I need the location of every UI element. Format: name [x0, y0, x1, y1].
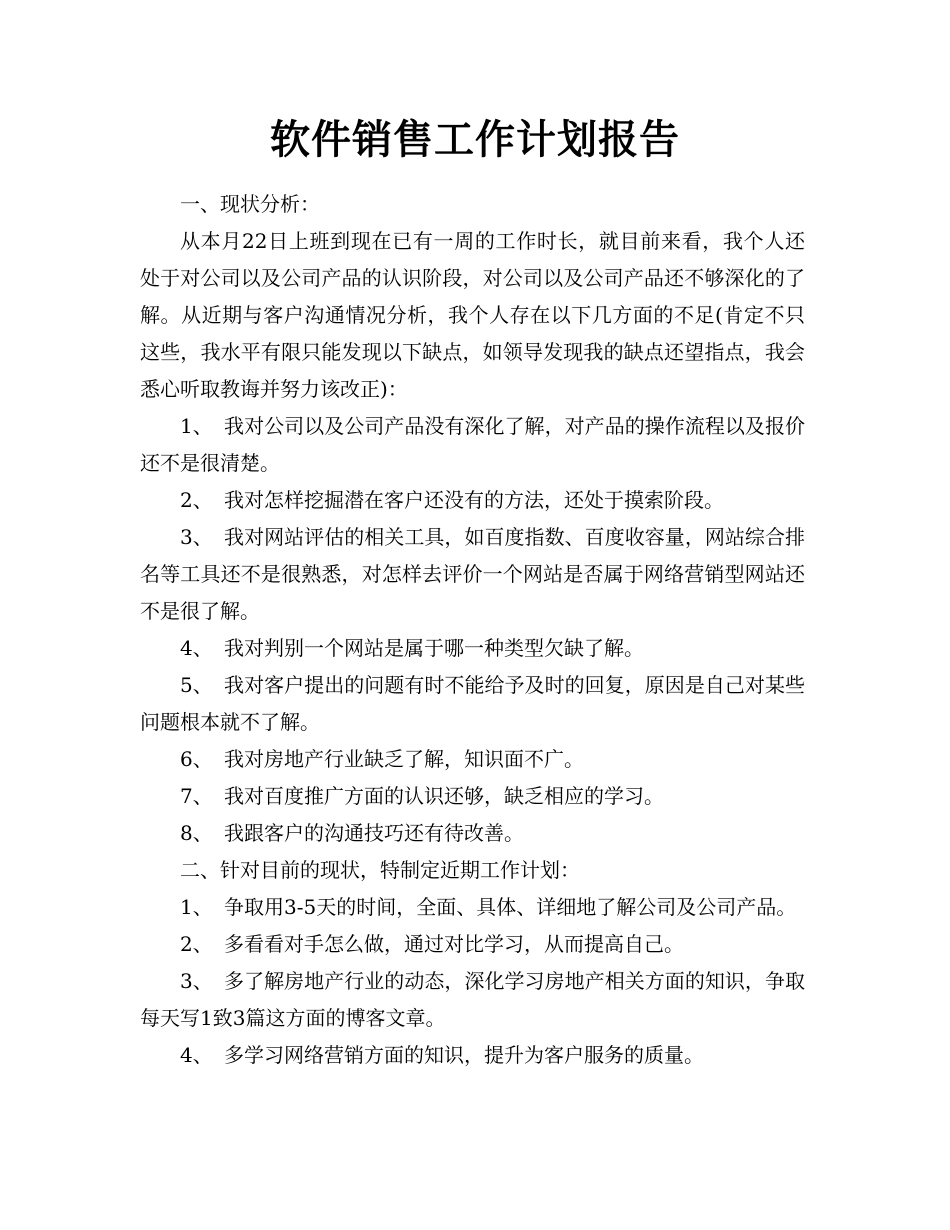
item-text: 我对公司以及公司产品没有深化了解，对产品的操作流程以及报价还不是很清楚。: [140, 414, 805, 475]
shortcoming-item: [140, 667, 805, 741]
item-number: 5、: [180, 673, 213, 697]
document-body: [140, 186, 805, 1074]
section1-heading: 一、现状分析：: [180, 192, 320, 216]
shortcoming-item: [140, 482, 805, 519]
item-text: 争取用3-5天的时间，全面、具体、详细地了解公司及公司产品。: [224, 895, 797, 919]
document-title: 软件销售工作计划报告: [270, 117, 680, 163]
item-number: 3、: [180, 525, 213, 549]
item-number: 3、: [180, 969, 213, 993]
item-number: 1、: [180, 895, 213, 919]
item-text: 多学习网络营销方面的知识，提升为客户服务的质量。: [224, 1043, 704, 1067]
item-number: 7、: [180, 784, 213, 808]
item-text: 我对判别一个网站是属于哪一种类型欠缺了解。: [224, 636, 644, 660]
item-number: 4、: [180, 1043, 213, 1067]
item-text: 我对百度推广方面的认识还够，缺乏相应的学习。: [224, 784, 664, 808]
section2-heading: 二、针对目前的现状，特制定近期工作计划：: [180, 858, 580, 882]
plan-item: [140, 926, 805, 963]
item-text: 多了解房地产行业的动态，深化学习房地产相关方面的知识，争取每天写1致3篇这方面的博客文章。: [140, 969, 805, 1030]
item-number: 2、: [180, 488, 213, 512]
item-text: 多看看对手怎么做，通过对比学习，从而提高自己。: [224, 932, 684, 956]
item-number: 6、: [180, 747, 213, 771]
item-number: 1、: [180, 414, 213, 438]
plan-item: [140, 889, 805, 926]
item-number: 4、: [180, 636, 213, 660]
intro-paragraph: 从本月22日上班到现在已有一周的工作时长，就目前来看，我个人还处于对公司以及公司产品的认识阶段，对公司以及公司产品还不够深化的了解。从近期与客户沟通情况分析，我个人存在以下几方面的不足(肯定不只这些，我水平有限只能发现以下缺点，如领导发现我的缺点还望指点，我会悉心听取教诲并努力该改正)：: [140, 229, 805, 401]
shortcoming-item: [140, 519, 805, 630]
shortcoming-item: [140, 408, 805, 482]
plan-item: [140, 1037, 805, 1074]
plan-item: [140, 963, 805, 1037]
item-text: 我对客户提出的问题有时不能给予及时的回复，原因是自己对某些问题根本就不了解。: [140, 673, 805, 734]
shortcoming-item: [140, 741, 805, 778]
item-text: 我对网站评估的相关工具，如百度指数、百度收容量，网站综合排名等工具还不是很熟悉，对怎样去评价一个网站是否属于网络营销型网站还不是很了解。: [140, 525, 805, 623]
item-number: 8、: [180, 821, 213, 845]
item-text: 我对怎样挖掘潜在客户还没有的方法，还处于摸索阶段。: [224, 488, 724, 512]
item-number: 2、: [180, 932, 213, 956]
shortcoming-item: [140, 630, 805, 667]
item-text: 我跟客户的沟通技巧还有待改善。: [224, 821, 524, 845]
shortcoming-item: [140, 815, 805, 852]
shortcoming-item: [140, 778, 805, 815]
item-text: 我对房地产行业缺乏了解，知识面不广。: [224, 747, 584, 771]
